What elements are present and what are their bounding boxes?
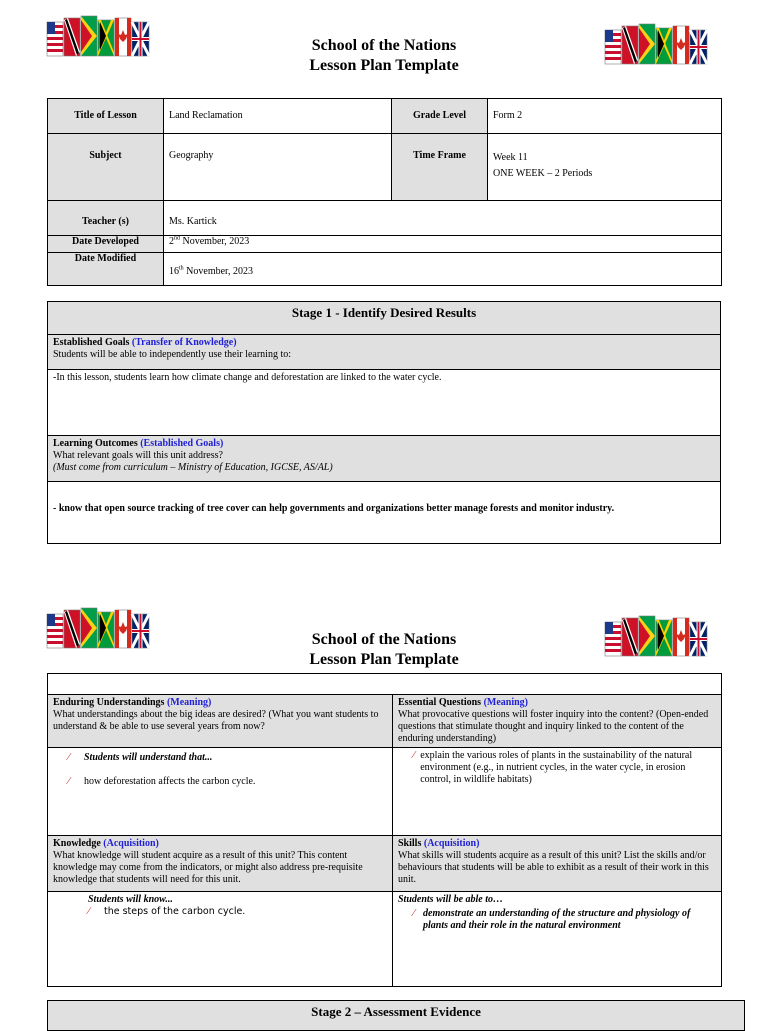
flags-icon xyxy=(604,22,708,66)
title-of-lesson-value: Land Reclamation xyxy=(164,99,392,134)
skills-desc: What skills will students acquire as a result of this unit? List the skills and/or behaviours that students will be able to exhibit as a result of their work in this unit. xyxy=(398,850,709,885)
knowledge-header xyxy=(48,836,393,892)
page-title-p2 xyxy=(200,630,568,670)
time-frame-week: Week 11 xyxy=(493,152,528,163)
skills-label: Skills xyxy=(398,838,422,849)
essential-desc: What provocative questions will foster inquiry into the content? (Open-ended questions that stimulate thought and inquiry linked to the content of the enduring understanding) xyxy=(398,709,709,744)
enduring-item-1: Students will understand that... xyxy=(84,752,213,763)
stage1-table xyxy=(47,301,721,544)
blank-row xyxy=(48,674,722,695)
established-goals-desc: Students will be able to independently use their learning to: xyxy=(53,349,292,360)
skills-lead: Students will be able to… xyxy=(398,894,504,905)
enduring-tag: (Meaning) xyxy=(166,697,212,708)
stage2-heading: Stage 2 – Assessment Evidence xyxy=(48,1001,745,1031)
template-title: Lesson Plan Template xyxy=(309,57,459,74)
checkmark-icon: ⁄ xyxy=(413,908,415,919)
school-name-p2: School of the Nations xyxy=(311,631,457,648)
established-goals-tag: (Transfer of Knowledge) xyxy=(131,337,237,348)
flags-icon xyxy=(46,14,150,58)
checkmark-icon: ⁄ xyxy=(68,752,70,763)
established-goals-label: Established Goals xyxy=(53,337,130,348)
learning-outcomes-label: Learning Outcomes xyxy=(53,438,138,449)
title-of-lesson-label: Title of Lesson xyxy=(48,99,164,134)
teacher-value: Ms. Kartick xyxy=(164,201,722,236)
template-title-p2: Lesson Plan Template xyxy=(309,651,459,668)
essential-content xyxy=(393,748,722,836)
school-name: School of the Nations xyxy=(311,37,457,54)
time-frame-value xyxy=(488,134,722,201)
enduring-content xyxy=(48,748,393,836)
time-frame-label: Time Frame xyxy=(392,134,488,201)
learning-outcomes-note: (Must come from curriculum – Ministry of Education, IGCSE, AS/AL) xyxy=(53,462,333,473)
enduring-item-2: how deforestation affects the carbon cycle. xyxy=(84,776,256,787)
learning-outcomes-content: - know that open source tracking of tree cover can help governments and organizations better manage forests and monitor industry. xyxy=(48,482,721,544)
page-title xyxy=(200,36,568,76)
teacher-label: Teacher (s) xyxy=(48,201,164,236)
flags-icon xyxy=(604,614,708,658)
essential-item-1: explain the various roles of plants in the sustainability of the natural environment (e.g., in nutrient cycles, in the water cycle, in erosion control, in wildlife habitats) xyxy=(420,750,693,785)
flags-icon xyxy=(46,606,150,650)
checkmark-icon: ⁄ xyxy=(88,906,90,917)
school-flags-logo-right-p2 xyxy=(604,614,708,658)
lesson-info-table xyxy=(47,98,722,286)
grade-level-label: Grade Level xyxy=(392,99,488,134)
stage2-table xyxy=(47,1000,745,1031)
checkmark-icon: ⁄ xyxy=(68,776,70,787)
subject-label: Subject xyxy=(48,134,164,201)
subject-value: Geography xyxy=(164,134,392,201)
skills-item-1: demonstrate an understanding of the structure and physiology of plants and their role in the natural environment xyxy=(423,908,691,931)
stage1-detail-table xyxy=(47,673,722,987)
enduring-desc: What understandings about the big ideas are desired? (What you want students to understand & be able to use several years from now? xyxy=(53,709,379,732)
knowledge-label: Knowledge xyxy=(53,838,101,849)
date-modified-label: Date Modified xyxy=(48,253,164,286)
established-goals-content: -In this lesson, students learn how climate change and deforestation are linked to the water cycle. xyxy=(48,370,721,436)
essential-label: Essential Questions xyxy=(398,697,482,708)
essential-tag: (Meaning) xyxy=(483,697,529,708)
grade-level-value: Form 2 xyxy=(488,99,722,134)
enduring-understandings-header xyxy=(48,695,393,748)
date-developed-value: 2nd November, 2023 xyxy=(164,236,722,253)
essential-questions-header xyxy=(393,695,722,748)
knowledge-desc: What knowledge will student acquire as a result of this unit? This content knowledge may come from the indicators, or might also address pre-requisite knowledge that students will need for this unit. xyxy=(53,850,363,885)
knowledge-lead: Students will know... xyxy=(88,894,173,905)
school-flags-logo-left-p2 xyxy=(46,606,150,650)
school-flags-logo-right xyxy=(604,22,708,66)
knowledge-tag: (Acquisition) xyxy=(103,838,159,849)
skills-tag: (Acquisition) xyxy=(423,838,480,849)
date-developed-label: Date Developed xyxy=(48,236,164,253)
established-goals-header xyxy=(48,335,721,370)
school-flags-logo-left xyxy=(46,14,150,58)
checkmark-icon: ⁄ xyxy=(413,750,415,761)
skills-content xyxy=(393,892,722,987)
enduring-label: Enduring Understandings xyxy=(53,697,165,708)
date-modified-value: 16th November, 2023 xyxy=(164,253,722,286)
learning-outcomes-tag: (Established Goals) xyxy=(140,438,224,449)
knowledge-content xyxy=(48,892,393,987)
time-frame-periods: ONE WEEK – 2 Periods xyxy=(493,168,593,179)
learning-outcomes-header xyxy=(48,436,721,482)
skills-header xyxy=(393,836,722,892)
knowledge-item-1: the steps of the carbon cycle. xyxy=(104,906,246,917)
stage1-heading: Stage 1 - Identify Desired Results xyxy=(48,302,721,335)
learning-outcomes-desc: What relevant goals will this unit address? xyxy=(53,450,223,461)
